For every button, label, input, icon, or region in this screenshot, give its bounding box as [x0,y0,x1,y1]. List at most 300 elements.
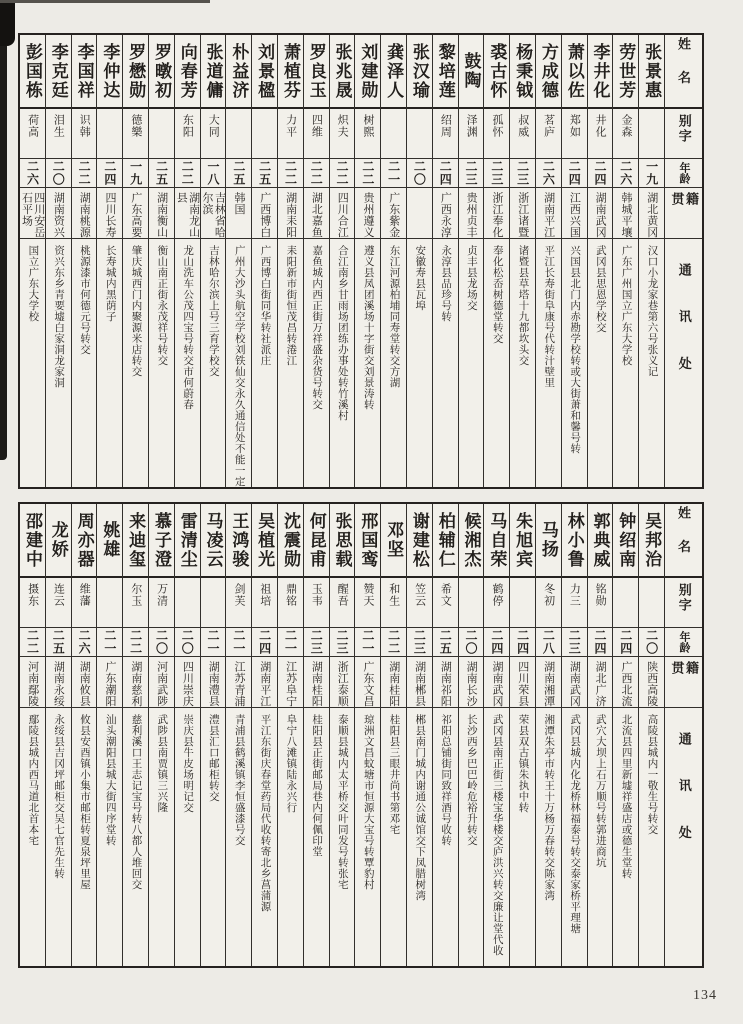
person-name: 何昆甫 [304,504,329,578]
person-courtesy-name: 井化 [588,109,613,159]
person-name: 谢建松 [407,504,432,578]
person-native-place: 江西兴国 [562,188,587,239]
person-native-place: 湖南湘潭 [536,657,561,708]
person-age: 二四 [562,159,587,188]
person-native-place: 韩城平壤 [613,188,638,239]
person-address: 武穴大坝上石万顺号转郭进商坑 [594,714,606,868]
person-native-place: 浙江泰顺 [330,657,355,708]
person-age: 一九 [639,159,664,188]
person-address: 兴国县北门内赤勘学校转或大街萧和馨号转 [569,245,581,454]
person-native-place: 湖南龙山县 [175,188,200,239]
person-age: 二一 [355,628,380,657]
person-address: 湘潭朱亭市转王十万杨万春转交陈家湾 [543,714,555,901]
person-age: 二三 [407,628,432,657]
person-age: 二二 [20,628,45,657]
person-native-place: 广东紫金 [381,188,406,239]
person-native-place: 湖南长沙 [459,657,484,708]
person-courtesy-name: 金森 [613,109,638,159]
person-name: 姚雄 [97,504,122,578]
person-native-place: 江苏阜宁 [278,657,303,708]
person-native-place: 湖南祁阳 [433,657,458,708]
person-native-place [407,188,432,239]
header-courtesy-label: 别字 [665,109,702,159]
person-name: 林小鲁 [562,504,587,578]
person-age: 二六 [20,159,45,188]
person-name: 张汉瑜 [407,35,432,109]
person-column [251,35,277,487]
person-column [380,504,406,966]
person-courtesy-name: 力三 [562,578,587,628]
person-column [406,35,432,487]
person-column [277,35,303,487]
person-age: 二二 [72,159,97,188]
person-native-place: 湖南永绥 [46,657,71,708]
person-column [483,504,509,966]
person-address: 永绥县吉冈坪邮柜交吴七官先生转 [53,714,65,879]
person-courtesy-name [381,109,406,159]
person-courtesy-name: 德樂 [123,109,148,159]
person-native-place: 湖南武冈 [484,657,509,708]
person-column [638,35,664,487]
person-courtesy-name: 铭勋 [588,578,613,628]
person-name: 李克廷 [46,35,71,109]
person-name: 萧以佐 [562,35,587,109]
person-courtesy-name [613,578,638,628]
person-name: 罗暾初 [149,35,174,109]
person-courtesy-name: 力平 [278,109,303,159]
person-address: 青浦县鹤溪镇李恒盛漆号交 [233,714,245,846]
person-column [96,504,122,966]
person-column [509,504,535,966]
person-age: 二二 [355,159,380,188]
person-name: 王鸿骏 [226,504,251,578]
person-native-place: 广东高要 [123,188,148,239]
person-address: 广西博白街同华转社派庄 [259,245,271,366]
person-name: 张思载 [330,504,355,578]
person-column [251,504,277,966]
directory-table-top [18,33,704,489]
person-column [20,504,45,966]
person-name: 李仲达 [97,35,122,109]
person-age: 二六 [72,628,97,657]
person-native-place: 河南鄢陵 [20,657,45,708]
person-courtesy-name: 和生 [381,578,406,628]
person-name: 刘景楹 [252,35,277,109]
person-courtesy-name: 东阳 [175,109,200,159]
person-column [122,504,148,966]
person-name: 吴植光 [252,504,277,578]
person-age: 二三 [562,628,587,657]
person-column [277,504,303,966]
person-courtesy-name: 荷高 [20,109,45,159]
person-address: 桂阳县三眼井尚书第邓宅 [388,714,400,835]
person-age: 二五 [252,159,277,188]
person-native-place: 贵州遵义 [355,188,380,239]
person-age: 二三 [330,628,355,657]
person-courtesy-name: 大同 [201,109,226,159]
person-name: 张景惠 [639,35,664,109]
header-address-label: 通讯处 [665,708,702,966]
person-courtesy-name [149,109,174,159]
person-name: 吴邦治 [639,504,664,578]
person-native-place: 四川长寿 [97,188,122,239]
person-address: 武冈县城内化龙桥林福泰号转交泰家桥平理塘 [569,714,581,934]
person-age: 二五 [433,628,458,657]
person-name: 朴益济 [226,35,251,109]
person-courtesy-name: 玉韦 [304,578,329,628]
person-address: 平江东街庆春堂药局代收转寄北乡菖蒲源 [259,714,271,912]
person-age: 二四 [97,159,122,188]
person-courtesy-name [226,109,251,159]
person-courtesy-name: 泽渊 [459,109,484,159]
person-column [612,504,638,966]
person-age: 二六 [613,159,638,188]
person-column [122,35,148,487]
person-courtesy-name [97,578,122,628]
person-courtesy-name: 绍周 [433,109,458,159]
person-address: 北流县四里新墟祥盛店或德生堂转 [620,714,632,879]
person-age: 二四 [588,628,613,657]
person-courtesy-name: 识韩 [72,109,97,159]
person-native-place: 湖南衡山 [149,188,174,239]
header-address-label: 通讯处 [665,239,702,487]
person-age: 二二 [123,628,148,657]
person-column [380,35,406,487]
person-column [509,35,535,487]
person-courtesy-name: 笠云 [407,578,432,628]
person-courtesy-name: 泪生 [46,109,71,159]
person-age: 二三 [304,628,329,657]
person-courtesy-name [252,109,277,159]
person-native-place: 湖南耒阳 [278,188,303,239]
person-column [71,35,97,487]
person-courtesy-name [639,109,664,159]
person-native-place: 广西永淳 [433,188,458,239]
person-age: 二〇 [459,628,484,657]
person-name: 郭典威 [588,504,613,578]
person-native-place: 四川荣县 [510,657,535,708]
person-age: 二四 [613,628,638,657]
person-column [225,504,251,966]
person-column [200,504,226,966]
person-column [225,35,251,487]
person-address: 长寿城内黑荫子 [104,245,116,322]
person-name: 裘古怀 [484,35,509,109]
person-name: 黎培莲 [433,35,458,109]
person-native-place: 贵州贞丰 [459,188,484,239]
person-courtesy-name: 四维 [304,109,329,159]
person-courtesy-name: 摄东 [20,578,45,628]
person-address: 荣县双古镇朱执中转 [517,714,529,813]
person-native-place: 湖南资兴 [46,188,71,239]
person-address: 合江南乡甘雨场团练办事处转竹溪村 [336,245,348,421]
person-address: 泰顺县城内太平桥交叶同发号转张宅 [336,714,348,890]
person-column [45,35,71,487]
person-native-place: 四川安岳石平场 [20,188,45,239]
person-column [354,35,380,487]
person-native-place: 江苏青浦 [226,657,251,708]
person-age: 二〇 [46,159,71,188]
person-courtesy-name: 冬初 [536,578,561,628]
person-age: 二二 [330,159,355,188]
person-courtesy-name: 孤怀 [484,109,509,159]
person-column [148,35,174,487]
person-address: 武冈县南正街三楼宝华楼交庐洪兴转交廉让堂代收 [491,714,503,956]
person-column [303,35,329,487]
person-name: 罗良玉 [304,35,329,109]
person-address: 奉化松岙树德堂转交 [491,245,503,344]
person-name: 李井化 [588,35,613,109]
person-courtesy-name: 尔玉 [123,578,148,628]
person-column [483,35,509,487]
person-column [561,504,587,966]
person-address: 高陵县城内一敬生号转交 [646,714,658,835]
directory-table-bottom [18,502,704,968]
person-address: 阜宁八滩镇陆永兴行 [285,714,297,813]
page-number: 134 [693,988,717,1003]
person-courtesy-name [459,578,484,628]
person-address: 诸暨县草塔十九都坎头交 [517,245,529,366]
person-address: 桂阳县正街邮局巷内何佩印堂 [311,714,323,857]
person-age: 二〇 [175,628,200,657]
person-name: 萧植芬 [278,35,303,109]
person-name: 邵建中 [20,504,45,578]
person-name: 邓坚 [381,504,406,578]
person-age: 二〇 [407,159,432,188]
person-address: 汉口小龙家巷第六号张义记 [646,245,658,377]
person-address: 武冈县思恩学校交 [594,245,606,333]
header-age-label: 年龄 [665,628,702,657]
person-address: 广东广州国立广东大学校 [620,245,632,366]
person-name: 向春芳 [175,35,200,109]
person-age: 二五 [226,159,251,188]
person-age: 二四 [588,159,613,188]
person-native-place: 吉林省哈尔滨 [201,188,226,239]
person-address: 遵义县凤团溪场十字街交刘景涛转 [362,245,374,410]
person-native-place: 湖南平江 [252,657,277,708]
person-address: 琼洲文昌蚊塘市恒源大宝号转覃豹村 [362,714,374,890]
person-courtesy-name: 维藩 [72,578,97,628]
person-name: 雷清尘 [175,504,200,578]
row-header-column [664,35,702,487]
person-age: 二四 [433,159,458,188]
person-courtesy-name [407,109,432,159]
person-address: 衡山南正街永茂祥号转交 [156,245,168,366]
person-age: 二一 [278,628,303,657]
person-native-place: 陕西高陵 [639,657,664,708]
person-address: 广州大沙头航空学校刘铁仙交永久通信处不能一定 [233,245,245,487]
person-age: 二二 [304,159,329,188]
person-name: 张兆晟 [330,35,355,109]
person-name: 邢国鸾 [355,504,380,578]
person-courtesy-name: 鼎铭 [278,578,303,628]
person-address: 资兴东乡青要墟白家洞龙家洞 [53,245,65,388]
person-column [535,504,561,966]
person-name: 刘建勋 [355,35,380,109]
person-age: 二八 [536,628,561,657]
person-address: 武陟县南贾镇三兴隆 [156,714,168,813]
person-native-place: 广东潮阳 [97,657,122,708]
person-address: 慈利溪口王志记宝号转八都人堆回交 [130,714,142,890]
person-courtesy-name: 剑芙 [226,578,251,628]
person-column [406,504,432,966]
person-native-place: 广东文昌 [355,657,380,708]
person-courtesy-name [97,109,122,159]
person-native-place: 湖南武冈 [562,657,587,708]
scan-top-artifact [0,0,210,3]
person-address: 长沙西乡巴巴岭危裕升转交 [465,714,477,846]
person-column [638,504,664,966]
person-age: 二一 [201,628,226,657]
person-age: 一八 [201,159,226,188]
person-age: 二〇 [149,628,174,657]
person-name: 龙娇 [46,504,71,578]
person-name: 马自荣 [484,504,509,578]
person-courtesy-name: 万清 [149,578,174,628]
person-column [71,504,97,966]
person-name: 钟绍南 [613,504,638,578]
person-name: 劳世芳 [613,35,638,109]
person-address: 嘉鱼城内西正街万祥盛杂货号转交 [311,245,323,410]
person-address: 祁阳总铺街同致祥酒号收转 [440,714,452,846]
person-address: 桃源漆市何德元号转交 [78,245,90,355]
person-column [303,504,329,966]
person-age: 二五 [46,628,71,657]
person-courtesy-name: 茗庐 [536,109,561,159]
person-column [587,35,613,487]
row-header-column [664,504,702,966]
person-address: 平江长寿街阜康号代转汁壁里 [543,245,555,388]
person-column [20,35,45,487]
person-native-place: 四川崇庆 [175,657,200,708]
person-name: 李国祥 [72,35,97,109]
person-column [535,35,561,487]
header-native-place-label: 籍贯 [665,188,702,239]
person-age: 二二 [278,159,303,188]
person-age: 二六 [536,159,561,188]
header-courtesy-label: 别字 [665,578,702,628]
person-address: 吉林哈尔滨上号三育学校交 [207,245,219,377]
person-address: 崇庆县牛皮场明记交 [182,714,194,813]
person-native-place: 四川合江 [330,188,355,239]
person-native-place: 河南武陟 [149,657,174,708]
person-age: 二二 [381,628,406,657]
person-native-place: 韩国 [226,188,251,239]
person-column [200,35,226,487]
person-courtesy-name: 郑如 [562,109,587,159]
person-courtesy-name: 鹤停 [484,578,509,628]
person-name: 来迪玺 [123,504,148,578]
person-column [432,504,458,966]
person-column [45,504,71,966]
person-native-place: 湖北嘉鱼 [304,188,329,239]
person-courtesy-name: 连云 [46,578,71,628]
person-name: 马凌云 [201,504,226,578]
person-courtesy-name [639,578,664,628]
person-age: 二二 [175,159,200,188]
person-address: 国立广东大学校 [27,245,39,322]
header-name-label: 姓名 [665,504,702,578]
person-address: 安徽寿县瓦埠 [414,245,426,311]
person-age: 二三 [510,159,535,188]
person-native-place: 湖北广济 [588,657,613,708]
person-age: 二一 [226,628,251,657]
person-native-place: 湖南桂阳 [304,657,329,708]
person-courtesy-name [175,578,200,628]
header-name-label: 姓名 [665,35,702,109]
person-age: 二一 [381,159,406,188]
person-native-place: 湖北黄冈 [639,188,664,239]
person-courtesy-name: 树熙 [355,109,380,159]
person-column [148,504,174,966]
person-courtesy-name: 祖培 [252,578,277,628]
person-column [432,35,458,487]
person-name: 彭国栋 [20,35,45,109]
person-address: 贞丰县龙场交 [465,245,477,311]
person-courtesy-name: 醒吾 [330,578,355,628]
person-age: 二三 [459,159,484,188]
person-name: 柏辅仁 [433,504,458,578]
person-native-place: 浙江诸暨 [510,188,535,239]
person-name: 杨秉钺 [510,35,535,109]
person-native-place: 湖南攸县 [72,657,97,708]
person-age: 二三 [484,159,509,188]
person-address: 鄢陵县城内西马道北首本宅 [27,714,39,846]
person-age: 二四 [252,628,277,657]
person-native-place: 浙江奉化 [484,188,509,239]
person-address: 耒阳新市街恒茂昌转淃江 [285,245,297,366]
person-native-place: 湖南桃源 [72,188,97,239]
person-column [174,35,200,487]
person-native-place: 湖南澧县 [201,657,226,708]
person-age: 二一 [97,628,122,657]
person-age: 二五 [149,159,174,188]
person-age: 一九 [123,159,148,188]
person-age: 二〇 [639,628,664,657]
person-courtesy-name: 希文 [433,578,458,628]
person-address: 澧县汇口邮柜转交 [207,714,219,802]
person-name: 候湘杰 [459,504,484,578]
person-native-place: 湖南平江 [536,188,561,239]
person-name: 鼓陶 [459,35,484,109]
person-name: 罗懋勋 [123,35,148,109]
person-courtesy-name: 炽夫 [330,109,355,159]
person-courtesy-name [201,578,226,628]
person-courtesy-name: 赞天 [355,578,380,628]
person-native-place: 湖南桂阳 [381,657,406,708]
person-address: 攸县安酉镇小集市邮柜转夏泉坪里屋 [78,714,90,890]
person-column [329,35,355,487]
person-address: 东江河源柏埔同寿堂转交方湖 [388,245,400,388]
person-native-place: 广西北流 [613,657,638,708]
person-column [458,504,484,966]
person-address: 龙山洗车公茂四宝号转交市何蔚春 [182,245,194,410]
person-column [174,504,200,966]
person-column [458,35,484,487]
person-courtesy-name [510,578,535,628]
person-name: 周亦器 [72,504,97,578]
person-column [612,35,638,487]
person-native-place: 广西博白 [252,188,277,239]
person-column [561,35,587,487]
scan-corner-artifact [0,0,15,46]
person-name: 沈震勋 [278,504,303,578]
person-name: 慕子澄 [149,504,174,578]
person-native-place: 湖南慈利 [123,657,148,708]
person-age: 二四 [510,628,535,657]
person-address: 肇庆城西门内聚源米店转交 [130,245,142,377]
person-column [329,504,355,966]
